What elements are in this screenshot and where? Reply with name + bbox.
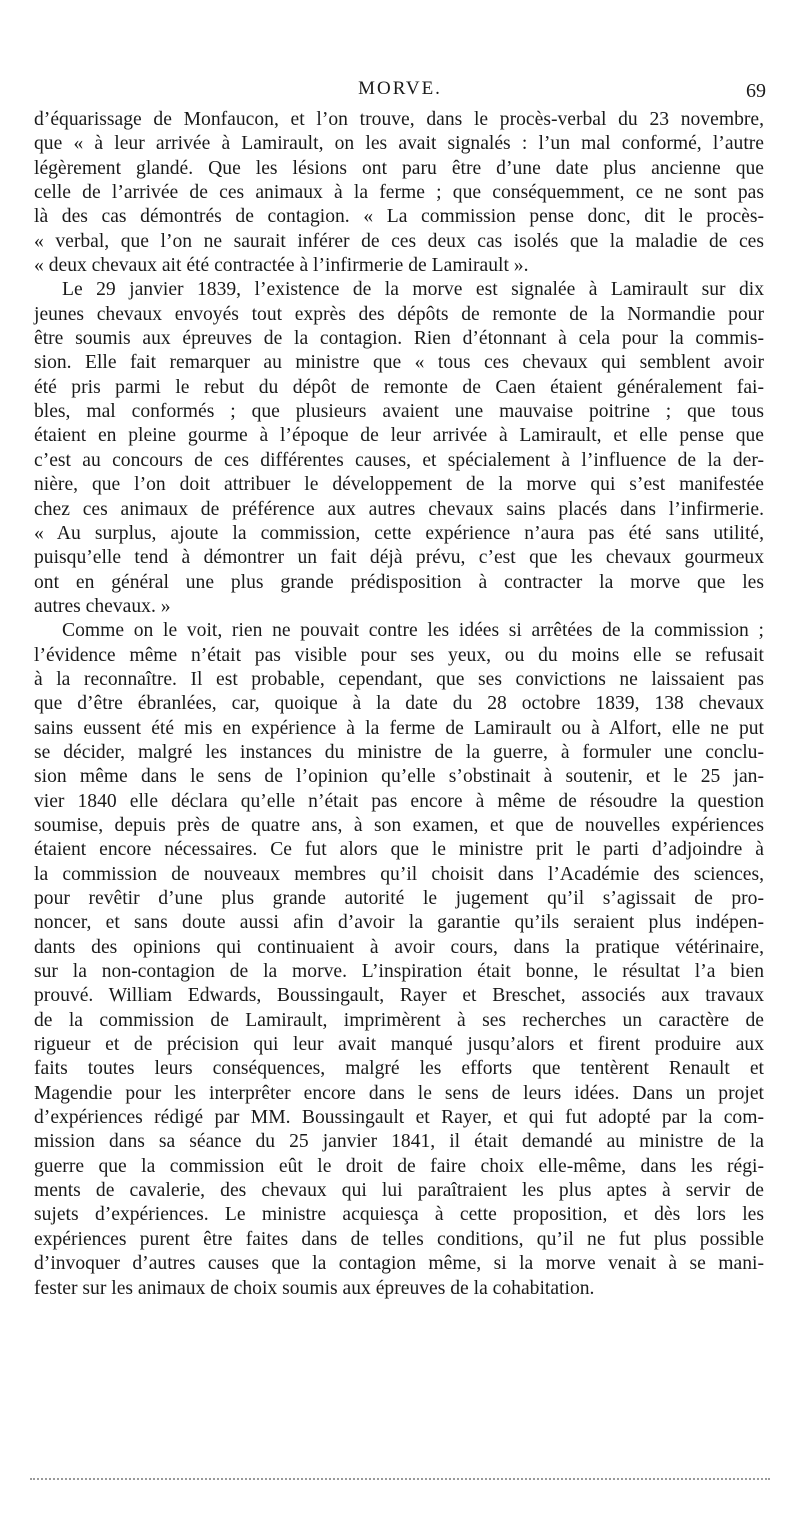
text-line: « deux chevaux ait été contractée à l’infirmerie de Lamirault ». xyxy=(34,255,529,277)
text-line: expériences purent être faites dans de telles conditions, qu’il ne fut plus possible xyxy=(34,1228,764,1250)
text-line: la commission de nouveaux membres qu’il choisit dans l’Académie des sciences, xyxy=(34,863,764,885)
text-line: prouvé. William Edwards, Boussingault, Rayer et Breschet, associés aux travaux xyxy=(34,985,764,1007)
text-line: se décider, malgré les instances du ministre de la guerre, à formuler une conclu- xyxy=(34,741,764,763)
text-line: être soumis aux épreuves de la contagion. Rien d’étonnant à cela pour la commis- xyxy=(34,328,764,350)
text-line: d’invoquer d’autres causes que la contagion même, si la morve venait à se mani- xyxy=(34,1253,764,1275)
text-line: chez ces animaux de préférence aux autres chevaux sains placés dans l’infirmerie. xyxy=(34,498,764,520)
text-line: à la reconnaître. Il est probable, cependant, que ses convictions ne laissaient pas xyxy=(34,668,764,690)
text-line: jeunes chevaux envoyés tout exprès des dépôts de remonte de la Normandie pour xyxy=(34,303,764,325)
text-line: soumise, depuis près de quatre ans, à son examen, et que de nouvelles expériences xyxy=(34,814,764,836)
text-line: Magendie pour les interprêter encore dans le sens de leurs idées. Dans un projet xyxy=(34,1082,764,1104)
text-line: Comme on le voit, rien ne pouvait contre les idées si arrêtées de la commission ; xyxy=(62,620,764,642)
text-line: dants des opinions qui continuaient à avoir cours, dans la pratique vétérinaire, xyxy=(34,936,764,958)
paragraph xyxy=(34,278,764,619)
text-line: puisqu’elle tend à démontrer un fait déjà prévu, c’est que les chevaux gourmeux xyxy=(34,547,764,569)
text-line: rigueur et de précision qui leur avait manqué jusqu’alors et firent produire aux xyxy=(34,1034,764,1056)
text-line: celle de l’arrivée de ces animaux à la ferme ; que conséquemment, ce ne sont pas xyxy=(34,182,764,204)
text-line: sion même dans le sens de l’opinion qu’elle s’obstinait à soutenir, et le 25 jan- xyxy=(34,766,764,788)
text-line: de la commission de Lamirault, imprimèrent à ses recherches un caractère de xyxy=(34,1009,764,1031)
text-line: fester sur les animaux de choix soumis aux épreuves de la cohabitation. xyxy=(34,1277,595,1299)
text-line: étaient encore nécessaires. Ce fut alors que le ministre prit le parti d’adjoindre à xyxy=(34,839,764,861)
text-line: sains eussent été mis en expérience à la ferme de Lamirault ou à Alfort, elle ne put xyxy=(34,717,764,739)
text-line: que « à leur arrivée à Lamirault, on les avait signalés : l’un mal conformé, l’autre xyxy=(34,133,764,155)
paragraph xyxy=(34,619,764,1301)
body-text xyxy=(34,108,764,1301)
text-line: ont en général une plus grande prédisposition à contracter la morve que les xyxy=(34,571,764,593)
text-line: bles, mal conformés ; que plusieurs avaient une mauvaise poitrine ; que tous xyxy=(34,401,764,423)
text-line: « verbal, que l’on ne saurait inférer de ces deux cas isolés que la maladie de ces xyxy=(34,230,764,252)
text-line: étaient en pleine gourme à l’époque de leur arrivée à Lamirault, et elle pense que xyxy=(34,425,764,447)
text-line: sur la non-contagion de la morve. L’inspiration était bonne, le résultat l’a bien xyxy=(34,961,764,983)
text-line: faits toutes leurs conséquences, malgré les efforts que tentèrent Renault et xyxy=(34,1058,764,1080)
text-line: noncer, et sans doute aussi afin d’avoir la garantie qu’ils seraient plus indépen- xyxy=(34,912,764,934)
text-line: mission dans sa séance du 25 janvier 1841, il était demandé au ministre de la xyxy=(34,1131,764,1153)
text-line: légèrement glandé. Que les lésions ont paru être d’une date plus ancienne que xyxy=(34,157,764,179)
text-line: que d’être ébranlées, car, quoique à la date du 28 octobre 1839, 138 chevaux xyxy=(34,693,764,715)
text-line: Le 29 janvier 1839, l’existence de la morve est signalée à Lamirault sur dix xyxy=(62,279,764,301)
text-line: d’équarissage de Monfaucon, et l’on trouve, dans le procès-verbal du 23 novembre, xyxy=(34,109,764,130)
text-line: l’évidence même n’était pas visible pour ses yeux, ou du moins elle se refusait xyxy=(34,644,764,666)
text-line: là des cas démontrés de contagion. « La commission pense donc, dit le procès- xyxy=(34,206,764,228)
text-line: « Au surplus, ajoute la commission, cette expérience n’aura pas été sans utilité, xyxy=(34,522,764,544)
text-line: c’est au concours de ces différentes causes, et spécialement à l’influence de la der- xyxy=(34,449,764,471)
text-line: nière, que l’on doit attribuer le développement de la morve qui s’est manifestée xyxy=(34,474,764,496)
text-line: vier 1840 elle déclara qu’elle n’était pas encore à même de résoudre la question xyxy=(34,790,764,812)
page-header xyxy=(30,74,770,104)
text-line: autres chevaux. » xyxy=(34,595,171,617)
text-line: sujets d’expériences. Le ministre acquiesça à cette proposition, et dès lors les xyxy=(34,1204,764,1226)
footer-rule xyxy=(30,1478,770,1480)
text-line: d’expériences rédigé par MM. Boussingault et Rayer, et qui fut adopté par la com- xyxy=(34,1107,764,1129)
running-title: MORVE. xyxy=(358,78,442,99)
paragraph xyxy=(34,108,764,278)
text-line: sion. Elle fait remarquer au ministre que « tous ces chevaux qui semblent avoir xyxy=(34,352,764,374)
text-line: pour revêtir d’une plus grande autorité le jugement qu’il s’agissait de pro- xyxy=(34,888,764,909)
text-line: ments de cavalerie, des chevaux qui lui paraîtraient les plus aptes à servir de xyxy=(34,1180,764,1202)
text-line: guerre que la commission eût le droit de faire choix elle-même, dans les régi- xyxy=(34,1155,764,1177)
text-line: été pris parmi le rebut du dépôt de remonte de Caen étaient généralement fai- xyxy=(34,376,764,398)
page-number: 69 xyxy=(746,80,766,102)
